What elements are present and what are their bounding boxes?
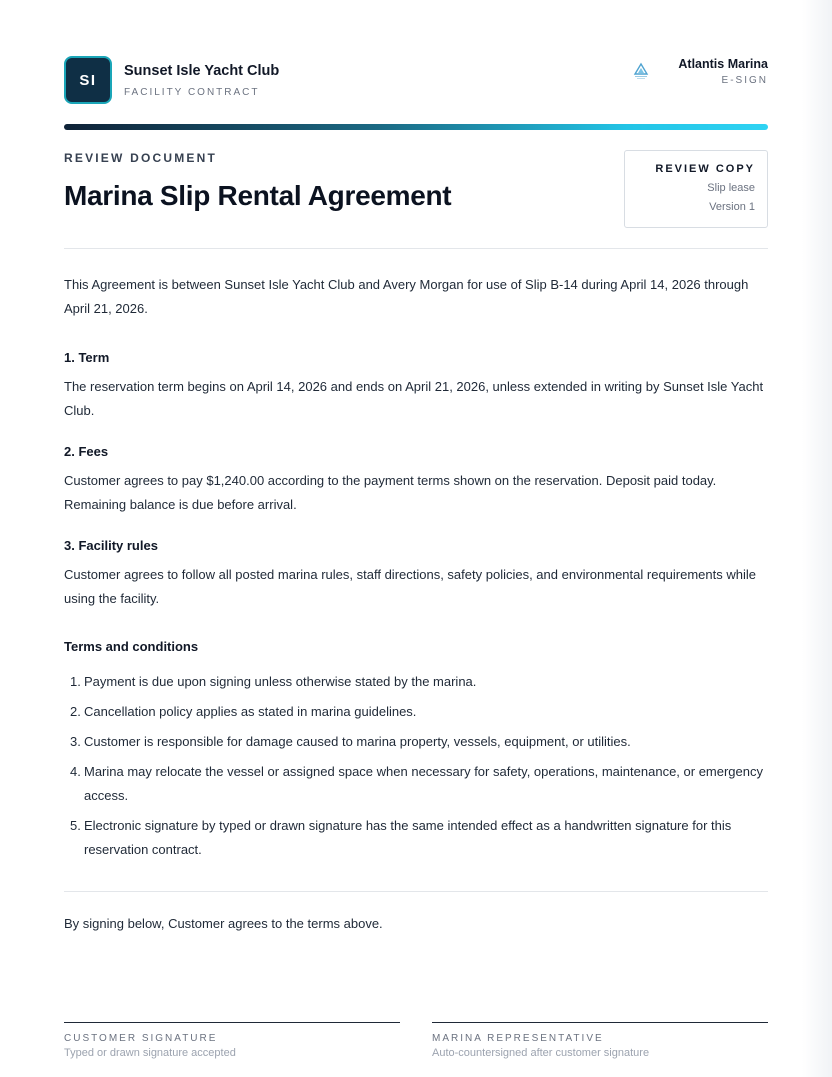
review-copy-box — [624, 150, 768, 228]
section-heading: 2. Fees — [64, 444, 109, 459]
terms-heading: Terms and conditions — [64, 639, 199, 654]
terms-item-text: Payment is due upon signing unless otherwise stated by the marina. — [84, 674, 477, 689]
terms-item-text: Electronic signature by typed or drawn signature has the same intended effect as a handwritten signature for this reservation contract. — [84, 818, 732, 857]
brand-name: Atlantis Marina — [678, 57, 768, 71]
terms-item-number: 2. — [70, 704, 81, 719]
section-term — [64, 349, 768, 423]
section-text: Customer agrees to follow all posted marina rules, staff directions, safety policies, and environmental requirements while using the facility. — [64, 567, 756, 606]
terms-and-conditions — [64, 638, 768, 868]
terms-item-number: 1. — [70, 674, 81, 689]
marina-representative-hint: Auto-countersigned after customer signature — [432, 1047, 650, 1059]
terms-divider — [64, 891, 768, 892]
agreement-intro: This Agreement is between Sunset Isle Yacht Club and Avery Morgan for use of Slip B-14 during April 14, 2026 through April 21, 2026. — [64, 277, 749, 316]
review-copy-type: Slip lease — [707, 182, 755, 194]
terms-item-number: 4. — [70, 764, 81, 779]
customer-signature-field[interactable] — [64, 1022, 400, 1059]
terms-item-number: 5. — [70, 818, 81, 833]
customer-signature-line[interactable] — [64, 1022, 400, 1023]
customer-signature-hint: Typed or drawn signature accepted — [64, 1047, 236, 1059]
terms-item — [64, 700, 768, 724]
section-facility-rules — [64, 537, 768, 611]
terms-item — [64, 670, 768, 694]
header-accent-bar — [64, 124, 768, 130]
section-fees — [64, 443, 768, 517]
club-logo-badge: SI — [64, 56, 112, 104]
brand-subtitle: E-SIGN — [721, 75, 768, 86]
club-subtitle: FACILITY CONTRACT — [124, 87, 260, 98]
section-heading: 1. Term — [64, 350, 110, 365]
club-name: Sunset Isle Yacht Club — [124, 63, 280, 79]
customer-signature-label: CUSTOMER SIGNATURE — [64, 1033, 218, 1044]
page-edge-shade — [802, 0, 832, 1077]
signing-agreement-text: By signing below, Customer agrees to the terms above. — [64, 916, 383, 931]
document-title: Marina Slip Rental Agreement — [64, 180, 452, 211]
marina-logo-icon — [632, 62, 650, 80]
title-divider — [64, 248, 768, 249]
section-heading: 3. Facility rules — [64, 538, 158, 553]
document-eyebrow: REVIEW DOCUMENT — [64, 151, 217, 165]
terms-list — [64, 670, 768, 862]
section-text: Customer agrees to pay $1,240.00 according to the payment terms shown on the reservation. Deposit paid today. Remaining balance is due before arrival. — [64, 473, 717, 512]
section-text: The reservation term begins on April 14, 2026 and ends on April 21, 2026, unless extended in writing by Sunset Isle Yacht Club. — [64, 379, 764, 418]
review-copy-version: Version 1 — [709, 201, 755, 213]
terms-item-text: Customer is responsible for damage caused to marina property, vessels, equipment, or utilities. — [84, 734, 631, 749]
marina-representative-label: MARINA REPRESENTATIVE — [432, 1033, 604, 1044]
terms-item-text: Marina may relocate the vessel or assigned space when necessary for safety, operations, maintenance, or emergency access. — [84, 764, 763, 803]
document-header — [64, 56, 768, 106]
marina-representative-field — [432, 1022, 768, 1059]
terms-item-number: 3. — [70, 734, 81, 749]
marina-signature-line — [432, 1022, 768, 1023]
brand-block — [628, 56, 768, 96]
terms-item — [64, 814, 768, 862]
terms-item-text: Cancellation policy applies as stated in marina guidelines. — [84, 704, 417, 719]
terms-item — [64, 730, 768, 754]
terms-item — [64, 760, 768, 808]
review-copy-title: REVIEW COPY — [655, 163, 755, 175]
